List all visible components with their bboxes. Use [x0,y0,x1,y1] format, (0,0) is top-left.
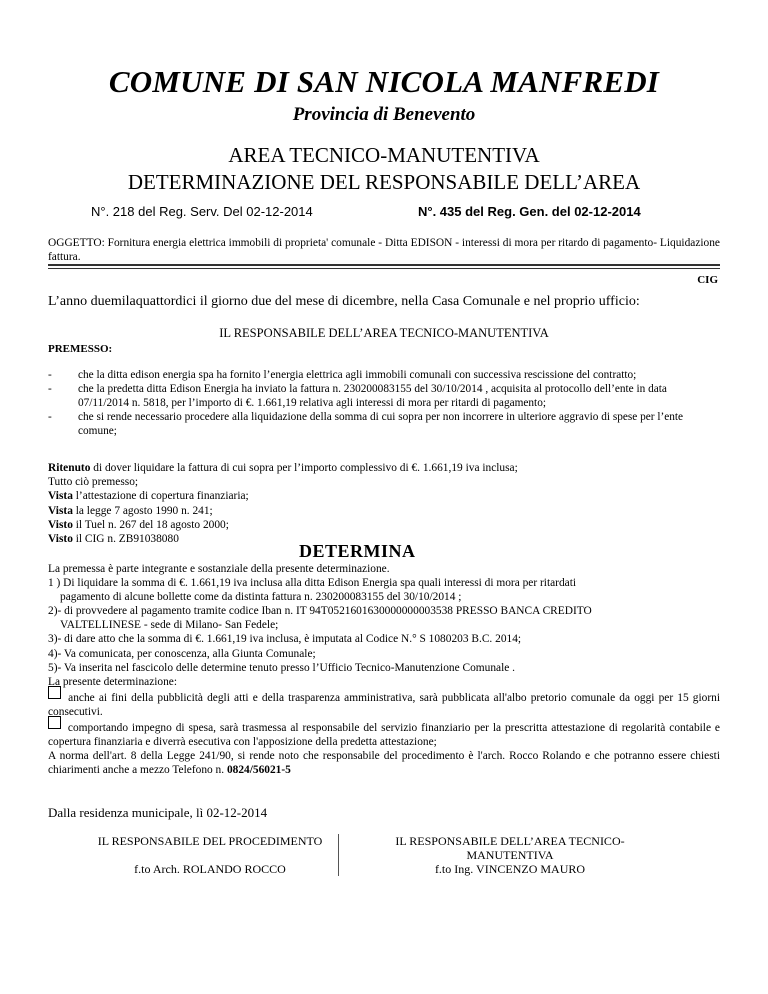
det-point-6: La presente determinazione: [48,675,178,688]
subject-text: OGGETTO: Fornitura energia elettrica immobili di proprieta' comunale - Ditta EDISON - interessi di mora per ritardo di pagamento- Liquidazione fattura. [48,237,720,263]
document-title: COMUNE DI SAN NICOLA MANFREDI [108,64,660,99]
considerations-block [48,461,720,546]
det-point-2-cont: VALTELLINESE - sede di Milano- San Fedele; [60,619,279,632]
premesso-heading: PREMESSO: [48,343,113,355]
determination-heading: DETERMINAZIONE DEL RESPONSABILE DELL’AREA [127,170,641,194]
general-register-number: N°. 435 del Reg. Gen. del 02-12-2014 [418,204,641,219]
determination-body [48,562,720,777]
determina-heading: DETERMINA [299,541,416,561]
service-register-number: N°. 218 del Reg. Serv. Del 02-12-2014 [91,204,313,219]
det-point-2: 2)- di provvedere al pagamento tramite codice Iban n. IT 94T0521601630000000003538 PRESSO BANCA CREDITO [48,605,592,618]
det-intro: La premessa è parte integrante e sostanziale della presente determinazione. [48,563,390,575]
signature-role: IL RESPONSABILE DELL’AREA TECNICO- [395,834,625,848]
subject-divider [48,264,720,266]
province-subtitle: Provincia di Benevento [292,104,476,125]
list-item: - che la predetta ditta Edison Energia ha inviato la fattura n. 230200083155 del 30/10/2014 , acquisita al protocollo dell’ente in data 07/11/2014 n. 5818, per l’importo di €. 1.661,19 relativa agli interessi di mora per ritardi di pagamento; [48,382,720,410]
subject-divider-thin [48,268,720,269]
signature-name: f.to Ing. VINCENZO MAURO [434,862,586,876]
list-item: - che si rende necessario procedere alla liquidazione della somma di cui sopra per non incorrere in ulteriore aggravio di spese per l’ente comune; [48,410,720,438]
place-date-line: Dalla residenza municipale, lì 02-12-2014 [48,805,268,820]
consideration-line: Visto il CIG n. ZB91038080 [48,533,179,546]
premesso-list [48,368,720,438]
consideration-line: Vista l’attestazione di copertura finanziaria; [48,490,249,503]
area-heading: AREA TECNICO-MANUTENTIVA [228,143,540,167]
signature-role-cont: MANUTENTIVA [466,848,554,862]
cig-label: CIG [697,274,718,286]
signature-divider [338,834,339,876]
consideration-line: Tutto ciò premesso; [48,476,139,489]
det-point-1-cont: pagamento di alcune bollette come da distinta fattura n. 230200083155 del 30/10/2014 ; [60,591,462,604]
norma-clause: A norma dell'art. 8 della Legge 241/90, si rende noto che responsabile del procedimento è l'arch. Rocco Rolando e che potranno essere chiesti chiarimenti anche a mezzo Telefono n. 0824/56021-5 [48,750,720,777]
det-point-5: 5)- Va inserita nel fascicolo delle determine tenuto presso l’Ufficio Tecnico-Manutenzione Comunale . [48,661,516,674]
det-point-3: 3)- di dare atto che la somma di €. 1.661,19 iva inclusa, è imputata al Codice N.° S 1080203 B.C. 2014; [48,633,522,646]
opening-statement: L’anno duemilaquattordici il giorno due del mese di dicembre, nella Casa Comunale e nel proprio ufficio: [48,294,640,309]
publication-clause: anche ai fini della pubblicità degli atti e della trasparenza amministrativa, sarà pubblicata all'albo pretorio comunale da oggi per 15 giorni consecutivi. [48,689,720,719]
list-item: - che la ditta edison energia spa ha fornito l’energia elettrica agli immobili comunali con successiva rescissione del contratto; [48,368,720,382]
consideration-line: Ritenuto di dover liquidare la fattura di cui sopra per l’importo complessivo di €. 1.661,19 iva inclusa; [48,462,518,474]
signature-area-manager [350,834,670,876]
responsible-heading: IL RESPONSABILE DELL’AREA TECNICO-MANUTENTIVA [219,326,549,340]
det-point-4: 4)- Va comunicata, per conoscenza, alla Giunta Comunale; [48,647,316,660]
checkbox-icon[interactable] [48,716,61,729]
signature-procedure-manager [80,834,340,876]
signature-role: IL RESPONSABILE DEL PROCEDIMENTO [97,834,323,848]
det-point-1: 1 ) Di liquidare la somma di €. 1.661,19 iva inclusa alla ditta Edison Energia spa quali interessi di mora per ritardati [48,577,577,590]
consideration-line: Visto il Tuel n. 267 del 18 agosto 2000; [48,518,229,531]
checkbox-icon[interactable] [48,686,61,699]
phone-number: 0824/56021-5 [226,764,291,777]
consideration-line: Vista la legge 7 agosto 1990 n. 241; [48,504,213,517]
signature-name: f.to Arch. ROLANDO ROCCO [134,862,286,876]
finance-clause: comportando impegno di spesa, sarà trasmessa al responsabile del servizio finanziario per la prescritta attestazione di regolarità contabile e copertura finanziaria e diverrà esecutiva con l'apposizione della predetta attestazione; [48,719,720,749]
